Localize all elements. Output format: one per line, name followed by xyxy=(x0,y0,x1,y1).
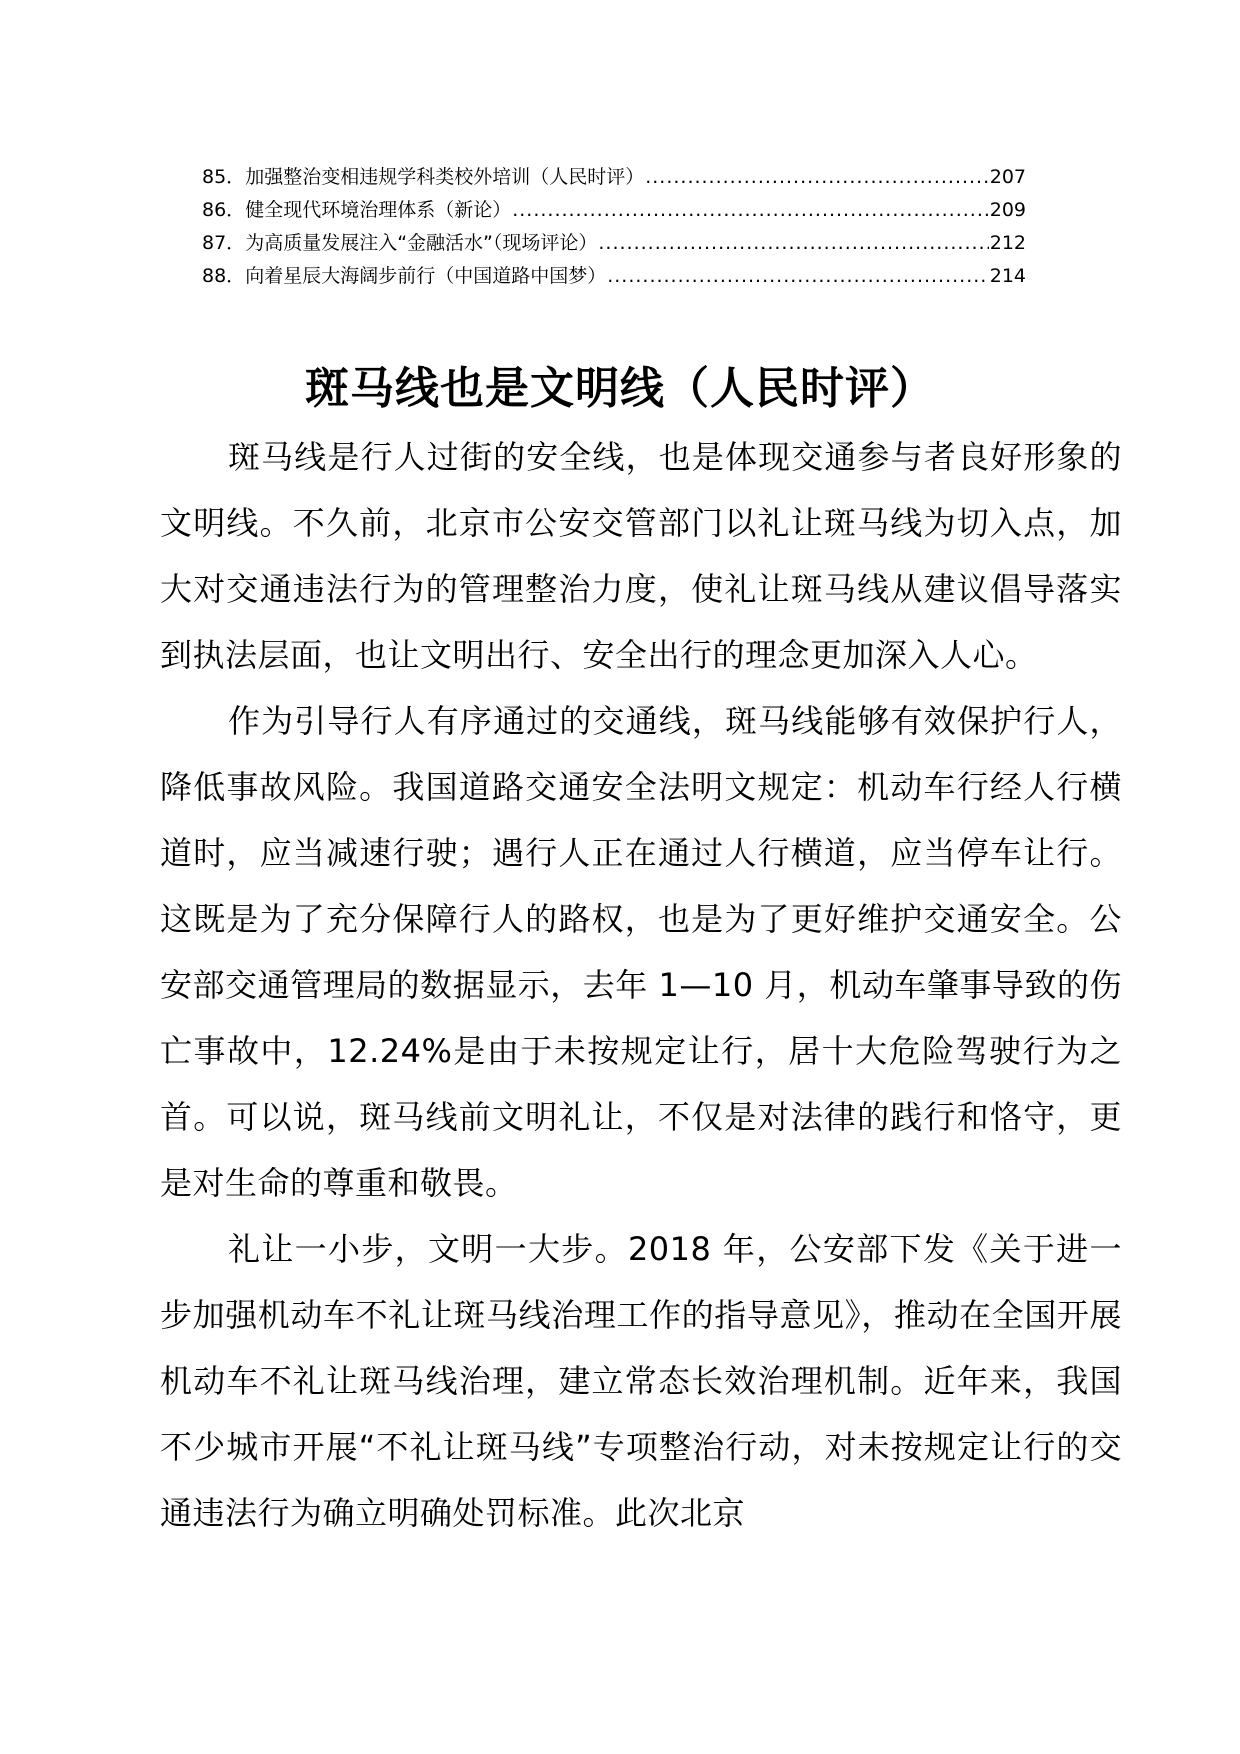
toc-entry[interactable] xyxy=(202,227,1026,260)
toc-entry-page: 212 xyxy=(989,232,1026,254)
toc-entry-title: 加强整治变相违规学科类校外培训（人民时评） xyxy=(245,166,645,188)
toc-entry-number: 88． xyxy=(202,265,246,287)
article-paragraph: 斑马线是行人过街的安全线，也是体现交通参与者良好形象的文明线。不久前，北京市公安交管部门以礼让斑马线为切入点，加大对交通违法行为的管理整治力度，使礼让斑马线从建议倡导落实到执法层面，也让文明出行、安全出行的理念更加深入人心。 xyxy=(160,438,1122,674)
toc-entry[interactable] xyxy=(202,194,1026,227)
toc-entry-page: 214 xyxy=(989,265,1026,287)
toc-entry-number: 87． xyxy=(202,232,246,254)
table-of-contents xyxy=(202,161,1026,293)
toc-entry-page: 209 xyxy=(989,199,1026,221)
toc-entry-title: 向着星辰大海阔步前行（中国道路中国梦） xyxy=(245,265,607,287)
article-paragraph: 礼让一小步，文明一大步。2018 年，公安部下发《关于进一步加强机动车不礼让斑马线治理工作的指导意见》，推动在全国开展机动车不礼让斑马线治理，建立常态长效治理机制。近年来，我国不少城市开展“不礼让斑马线”专项整治行动，对未按规定让行的交通违法行为确立明确处罚标准。此次北京 xyxy=(160,1230,1122,1532)
toc-dot-leader xyxy=(645,161,989,194)
toc-dot-leader xyxy=(607,260,989,293)
toc-entry-title: 为高质量发展注入“金融活水”（现场评论） xyxy=(245,232,598,254)
toc-entry-number: 85． xyxy=(202,166,246,188)
toc-entry-page: 207 xyxy=(989,166,1026,188)
toc-dot-leader xyxy=(598,227,988,260)
toc-entry[interactable] xyxy=(202,161,1026,194)
toc-dot-leader xyxy=(512,194,989,227)
article-body xyxy=(160,424,1122,1546)
toc-entry-title: 健全现代环境治理体系（新论） xyxy=(245,199,512,221)
toc-entry[interactable] xyxy=(202,260,1026,293)
toc-entry-number: 86． xyxy=(202,199,246,221)
article-paragraph: 作为引导行人有序通过的交通线，斑马线能够有效保护行人，降低事故风险。我国道路交通安全法明文规定：机动车行经人行横道时，应当减速行驶；遇行人正在通过人行横道，应当停车让行。这既是为了充分保障行人的路权，也是为了更好维护交通安全。公安部交通管理局的数据显示，去年 1—10 月，机动车肇事导致的伤亡事故中，12.24%是由于未按规定让行，居十大危险驾驶行为之首。可以说，斑马线前文明礼让，不仅是对法律的践行和恪守，更是对生命的尊重和敬畏。 xyxy=(160,702,1122,1202)
article-title: 斑马线也是文明线（人民时评） xyxy=(305,363,935,415)
